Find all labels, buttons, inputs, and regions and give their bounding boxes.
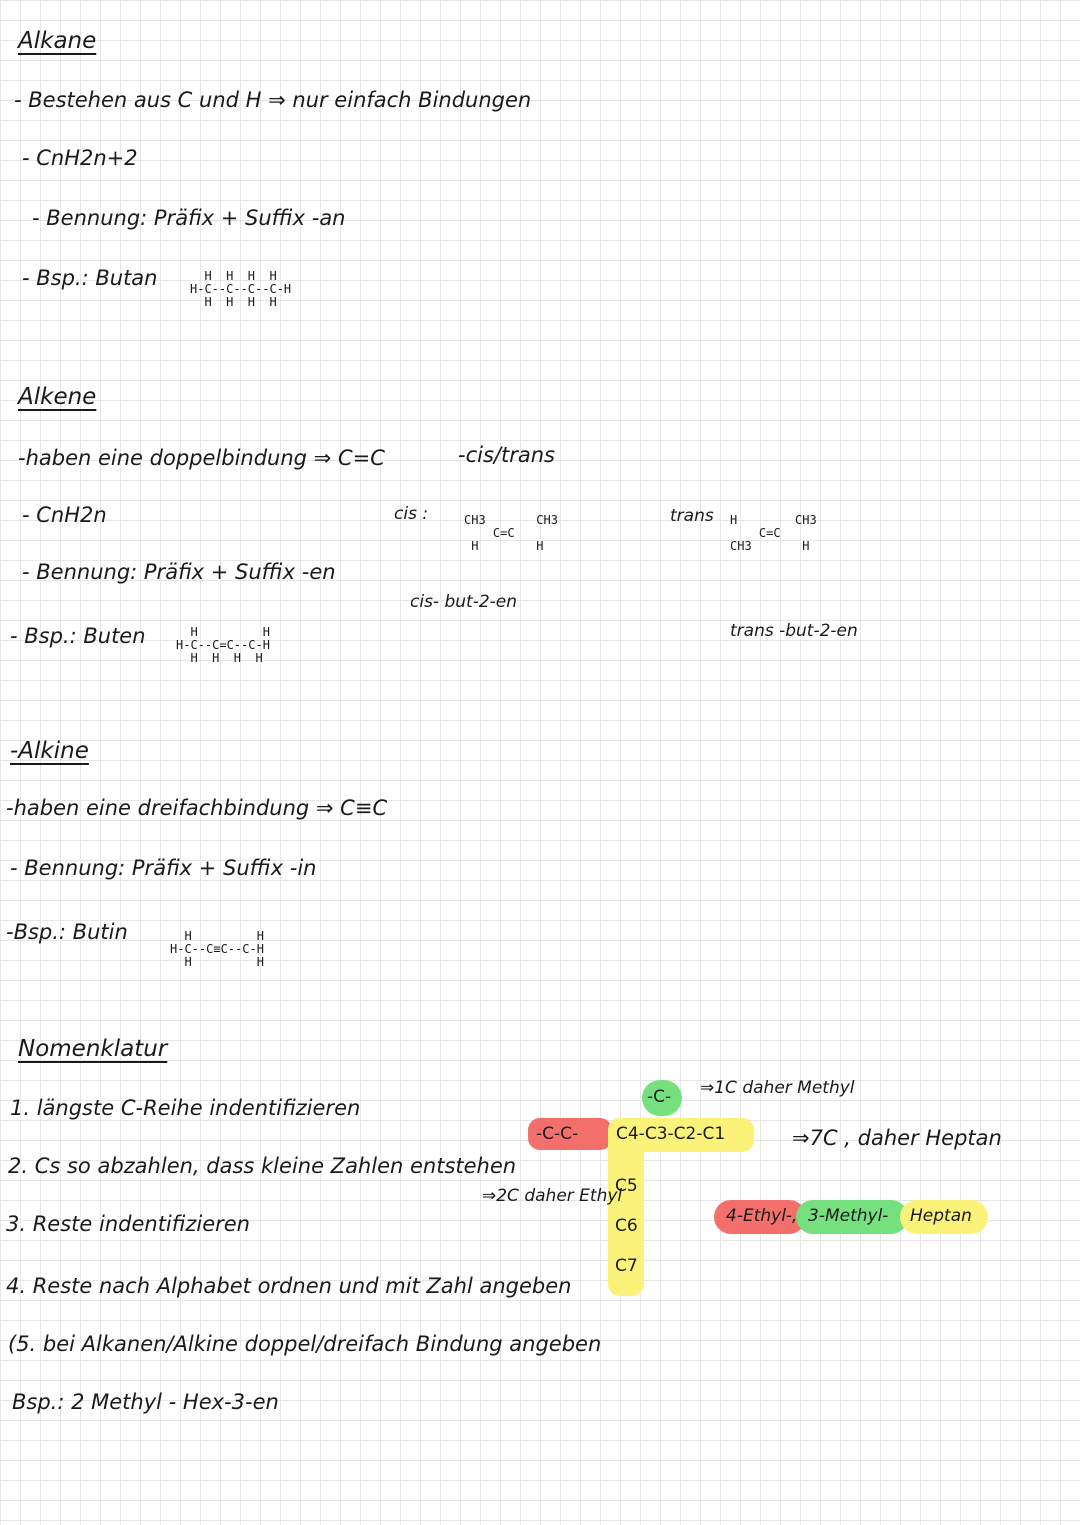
alkene-heading: Alkene: [18, 384, 97, 410]
alkine-heading: -Alkine: [10, 738, 89, 764]
nomenklatur-step-2: 2. Cs so abzahlen, dass kleine Zahlen entstehen: [8, 1154, 517, 1178]
cis-trans-heading: -cis/trans: [458, 443, 555, 467]
butane-structure: H H H H H-C--C--C--C-H H H H H: [190, 269, 292, 309]
note-ethyl: ⇒2C daher Ethyl: [482, 1186, 623, 1206]
name-part-heptan: Heptan: [910, 1206, 972, 1226]
alkine-bullet-naming: - Bennung: Präfix + Suffix -in: [10, 856, 317, 880]
chain-c7: C7: [615, 1256, 638, 1276]
butene-structure: H H H-C--C=C--C-H H H H H: [176, 625, 270, 665]
nomenklatur-example: Bsp.: 2 Methyl - Hex-3-en: [12, 1390, 279, 1414]
main-chain: C4-C3-C2-C1: [616, 1124, 726, 1144]
trans-name: trans -but-2-en: [730, 621, 858, 641]
nomenklatur-step-3: 3. Reste indentifizieren: [6, 1212, 250, 1236]
alkene-bullet-naming: - Bennung: Präfix + Suffix -en: [22, 560, 336, 584]
chain-c5: C5: [615, 1176, 638, 1196]
alkane-heading: Alkane: [18, 28, 97, 54]
chain-c6: C6: [615, 1216, 638, 1236]
cis-name: cis- but-2-en: [410, 592, 518, 612]
alkane-bullet-formula: - CnH2n+2: [22, 146, 138, 170]
ethyl-group: -C-C-: [536, 1124, 579, 1144]
nomenklatur-heading: Nomenklatur: [18, 1036, 168, 1062]
butyne-structure: H H H-C--C≡C--C-H H H: [170, 929, 264, 969]
methyl-group: -C-: [647, 1087, 672, 1107]
cis-but-2-en-structure: CH3 CH3 C=C H H: [464, 513, 558, 553]
note-heptan: ⇒7C , daher Heptan: [792, 1126, 1002, 1150]
note-methyl: ⇒1C daher Methyl: [700, 1078, 855, 1098]
name-part-ethyl: 4-Ethyl-,: [726, 1206, 798, 1226]
nomenklatur-step-4: 4. Reste nach Alphabet ordnen und mit Zahl angeben: [6, 1274, 572, 1298]
cis-label: cis :: [394, 504, 429, 524]
alkine-bullet-example: -Bsp.: Butin: [6, 920, 128, 944]
alkine-bullet-triple-bond: -haben eine dreifachbindung ⇒ C≡C: [6, 796, 388, 820]
trans-label: trans: [670, 506, 714, 526]
alkene-bullet-double-bond: -haben eine doppelbindung ⇒ C=C: [18, 446, 385, 470]
alkane-bullet-naming: - Bennung: Präfix + Suffix -an: [32, 206, 346, 230]
nomenklatur-step-1: 1. längste C-Reihe indentifizieren: [10, 1096, 361, 1120]
alkene-bullet-formula: - CnH2n: [22, 503, 107, 527]
nomenklatur-step-5: (5. bei Alkanen/Alkine doppel/dreifach Bindung angeben: [8, 1332, 602, 1356]
alkene-bullet-example: - Bsp.: Buten: [10, 624, 146, 648]
alkane-bullet-example: - Bsp.: Butan: [22, 266, 158, 290]
name-part-methyl: 3-Methyl-: [808, 1206, 889, 1226]
trans-but-2-en-structure: H CH3 C=C CH3 H: [730, 513, 817, 553]
alkane-bullet-composition: - Bestehen aus C und H ⇒ nur einfach Bindungen: [14, 88, 532, 112]
